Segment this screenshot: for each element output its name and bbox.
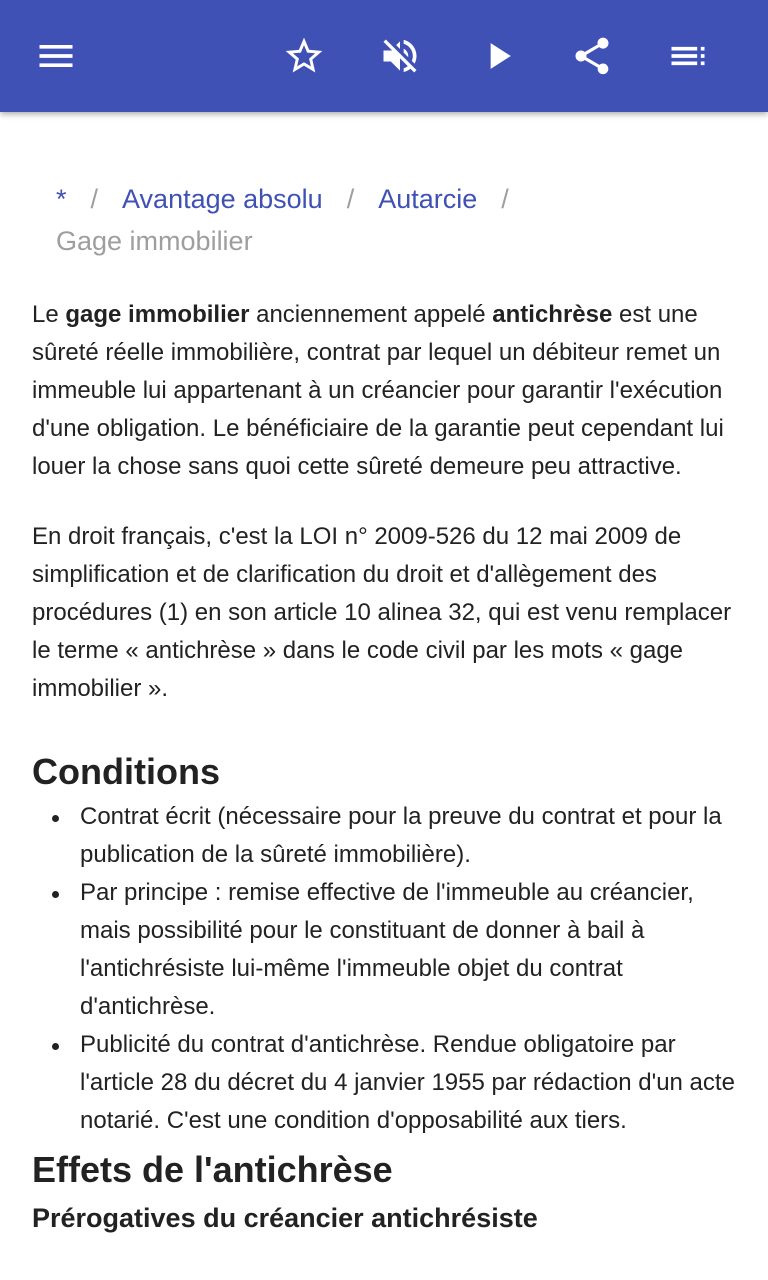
share-icon — [570, 34, 614, 78]
intro-paragraph — [32, 296, 738, 486]
breadcrumb-separator: / — [501, 184, 509, 214]
list-item: Par principe : remise effective de l'immeuble au créancier, mais possibilité pour le constituant de donner à bail à l'antichrésiste lui-même l'immeuble objet du contrat d'antichrèse. — [32, 874, 738, 1026]
text-run: est une sûreté réelle immobilière, contrat par lequel un débiteur remet un immeuble lui appartenant à un créancier pour garantir l'exécution d'une obligation. Le bénéficiaire de la garantie peut cependant lui louer la chose sans quoi cette sûreté demeure peu attractive. — [32, 301, 724, 480]
play-button[interactable] — [470, 28, 526, 84]
text-run: anciennement appelé — [249, 301, 493, 328]
breadcrumb-separator: / — [90, 184, 99, 214]
app-toolbar — [0, 0, 768, 112]
breadcrumb — [56, 178, 736, 262]
article-content — [0, 112, 768, 1280]
text-run: Le — [32, 301, 66, 328]
volume-off-icon — [378, 34, 422, 78]
law-paragraph: En droit français, c'est la LOI n° 2009-526 du 12 mai 2009 de simplification et de clarification du droit et d'allègement des procédures (1) en son article 10 alinea 32, qui est venu remplacer le terme « antichrèse » dans le code civil par les mots « gage immobilier ». — [32, 523, 732, 702]
star-icon — [282, 34, 326, 78]
play-icon — [476, 34, 520, 78]
conditions-list — [32, 798, 738, 1140]
section-heading-conditions: Conditions — [32, 751, 220, 792]
bookmark-button[interactable] — [276, 28, 332, 84]
breadcrumb-current: Gage immobilier — [56, 226, 253, 256]
menu-button[interactable] — [28, 28, 84, 84]
toc-icon — [666, 34, 710, 78]
list-item: Contrat écrit (nécessaire pour la preuve du contrat et pour la publication de la sûreté immobilière). — [32, 798, 738, 874]
toc-button[interactable] — [660, 28, 716, 84]
mute-button[interactable] — [372, 28, 428, 84]
share-button[interactable] — [564, 28, 620, 84]
breadcrumb-link-avantage-absolu[interactable]: Avantage absolu — [122, 184, 323, 214]
list-item: Publicité du contrat d'antichrèse. Rendue obligatoire par l'article 28 du décret du 4 janvier 1955 par rédaction d'un acte notarié. C'est une condition d'opposabilité aux tiers. — [32, 1026, 738, 1140]
breadcrumb-separator: / — [346, 184, 355, 214]
section-heading-effets: Effets de l'antichrèse — [32, 1149, 393, 1190]
bold-term: gage immobilier — [65, 301, 250, 328]
bold-term: antichrèse — [492, 301, 613, 328]
subsection-heading-prerogatives: Prérogatives du créancier antichrésiste — [32, 1203, 538, 1233]
menu-icon — [34, 34, 78, 78]
breadcrumb-link-home[interactable]: * — [56, 184, 67, 214]
breadcrumb-link-autarcie[interactable]: Autarcie — [378, 184, 478, 214]
article-body — [32, 296, 738, 1238]
